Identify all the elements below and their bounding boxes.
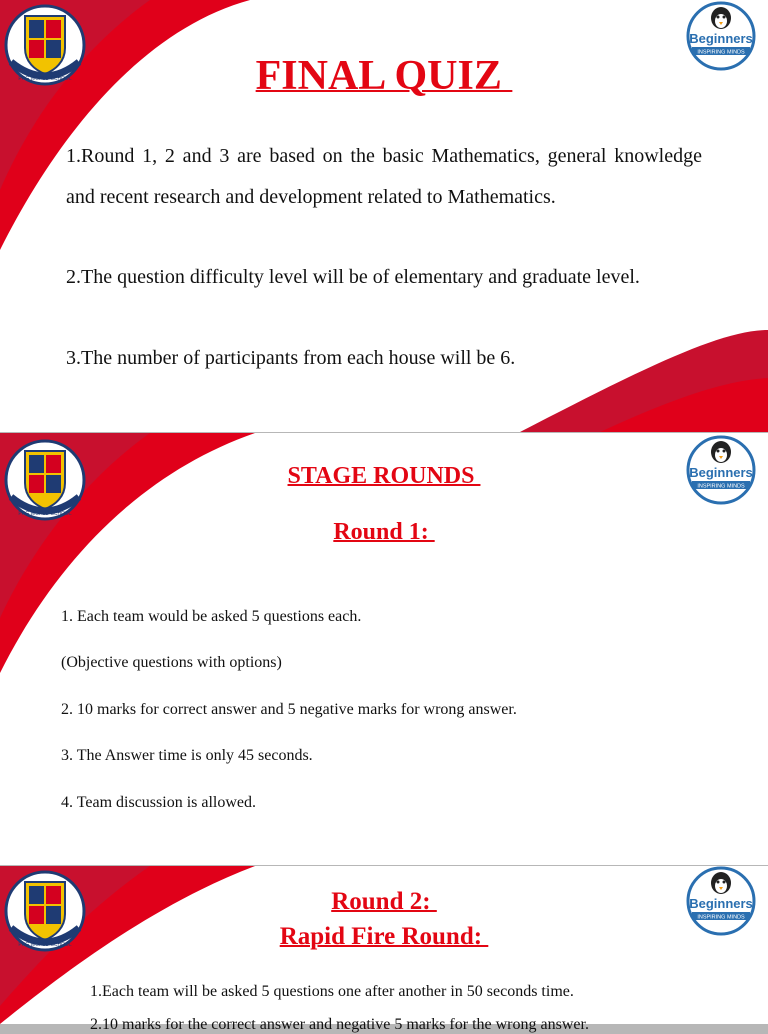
- slide-title: Round 2:: [331, 888, 437, 915]
- round1-rule-1: 1. Each team would be asked 5 questions each.: [61, 608, 362, 625]
- slide-title: STAGE ROUNDS: [287, 463, 481, 489]
- crest-text: PRG WORLD SCHOOL: [18, 942, 72, 948]
- slide-round-2: [0, 866, 768, 1033]
- round1-rule-2: 2. 10 marks for correct answer and 5 negative marks for wrong answer.: [61, 701, 517, 718]
- brand-tagline: INSPIRING MINDS: [697, 49, 745, 56]
- brand-name: Beginners: [689, 465, 753, 480]
- crest-text: PRG WORLD SCHOOL: [18, 76, 72, 82]
- brand-tagline: INSPIRING MINDS: [697, 914, 745, 921]
- round1-rule-4: 4. Team discussion is allowed.: [61, 794, 257, 811]
- round2-rule-2: 2.10 marks for the correct answer and negative 5 marks for the wrong answer.: [90, 1016, 589, 1033]
- round1-rule-note: (Objective questions with options): [61, 654, 282, 671]
- brand-name: Beginners: [689, 31, 753, 46]
- brand-tagline: INSPIRING MINDS: [697, 483, 745, 490]
- crest-text: PRG WORLD SCHOOL: [18, 511, 72, 517]
- round-heading: Round 1:: [333, 519, 435, 545]
- brand-name: Beginners: [689, 896, 753, 911]
- slide-title: FINAL QUIZ: [255, 53, 513, 99]
- slide-final-quiz: [0, 0, 768, 432]
- round2-rule-1: 1.Each team will be asked 5 questions one after another in 50 seconds time.: [90, 983, 574, 1000]
- round1-rule-3: 3. The Answer time is only 45 seconds.: [61, 747, 313, 764]
- slide-stage-rounds: [0, 433, 768, 865]
- rule-point-2: 2.The question difficulty level will be of elementary and graduate level.: [66, 266, 640, 288]
- rule-point-3: 3.The number of participants from each house will be 6.: [66, 347, 516, 369]
- rule-point-1: 1.Round 1, 2 and 3 are based on the basic Mathematics, general knowledge and recent research and development related to Mathematics.: [66, 145, 702, 208]
- round-heading: Rapid Fire Round:: [279, 923, 489, 950]
